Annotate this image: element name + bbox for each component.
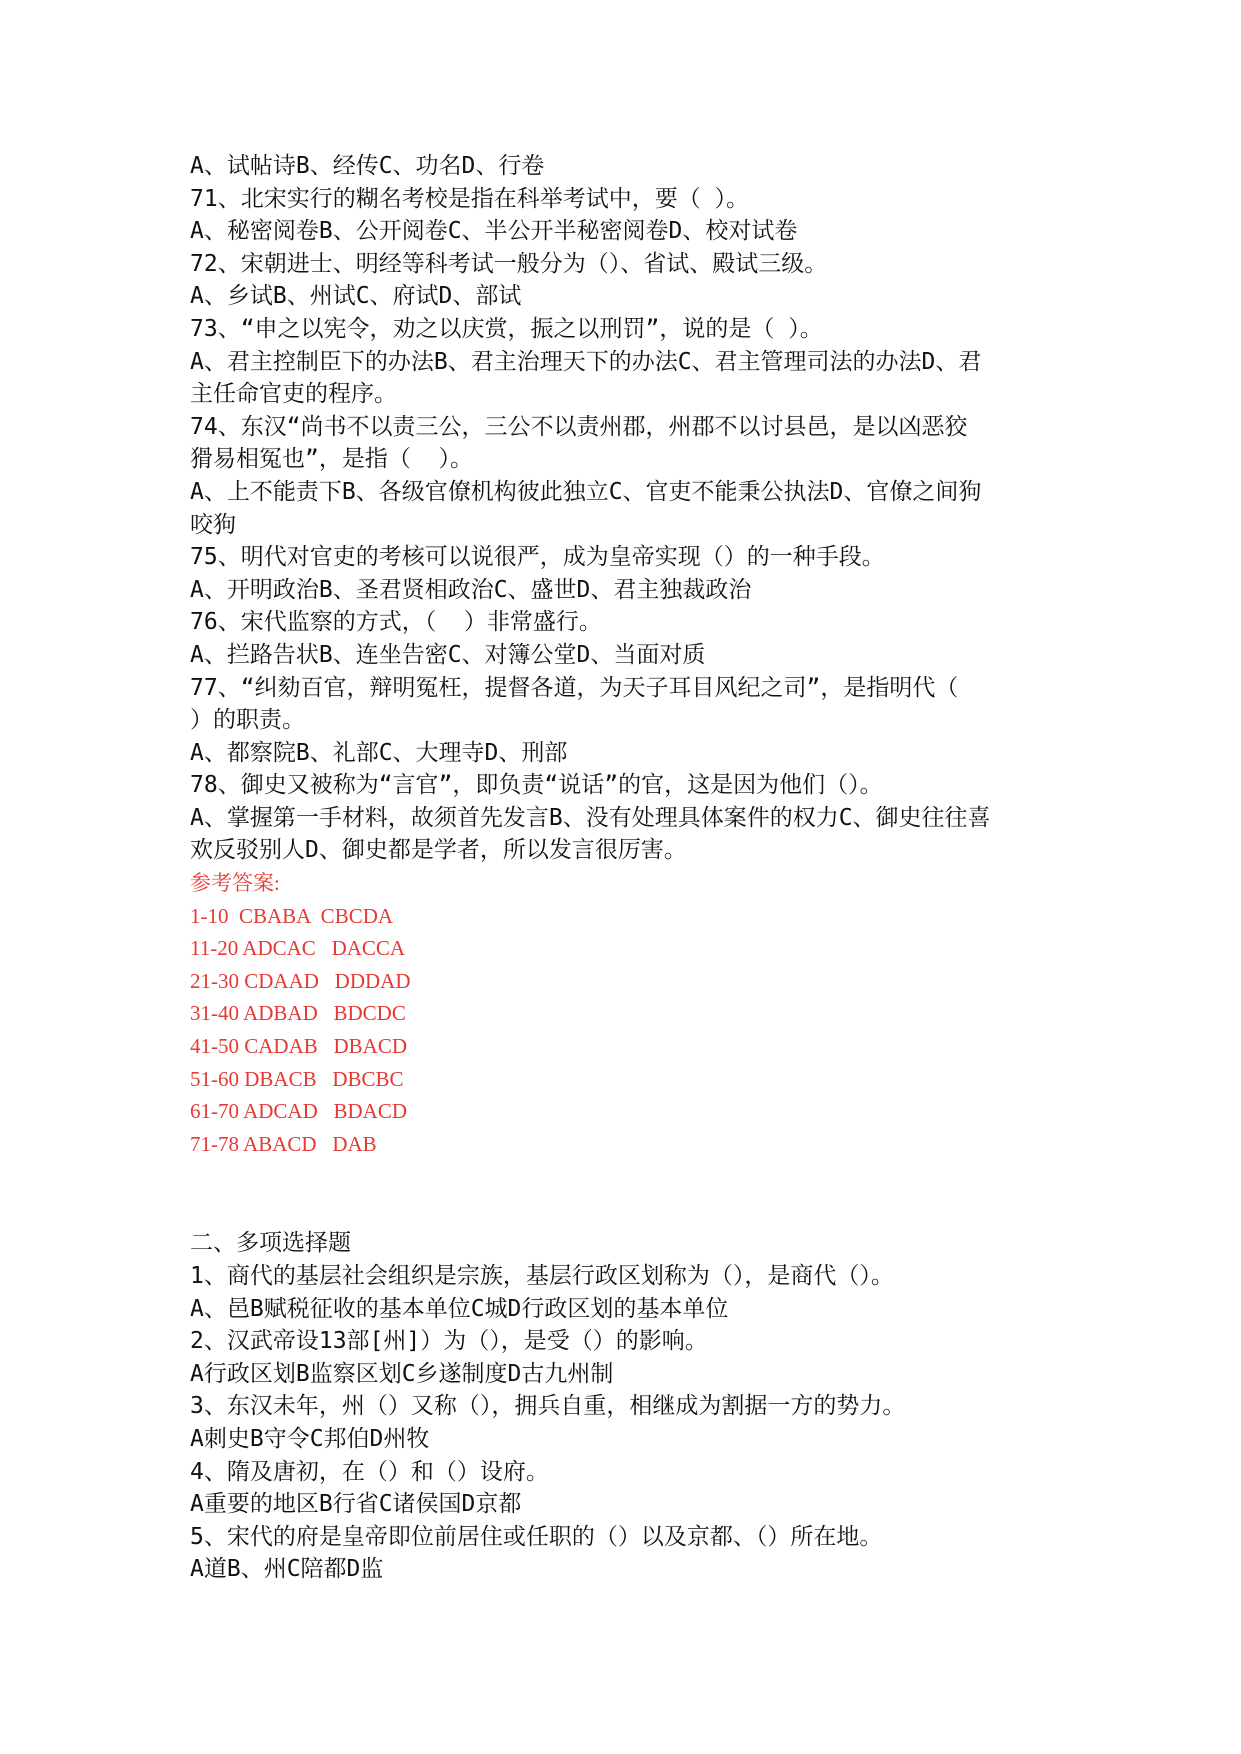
text-line: 主任命官吏的程序。 bbox=[190, 381, 397, 408]
text-line: A、乡试B、州试C、府试D、部试 bbox=[190, 283, 522, 310]
text-line: A、君主控制臣下的办法B、君主治理天下的办法C、君主管理司法的办法D、君 bbox=[190, 348, 982, 375]
multiple-choice-section bbox=[190, 1227, 1060, 1586]
text-line: 74、东汉“尚书不以责三公，三公不以责州郡，州郡不以讨县邑，是以凶恶狡 bbox=[190, 413, 968, 440]
text-line: 3、东汉未年，州（）又称（），拥兵自重，相继成为割据一方的势力。 bbox=[190, 1393, 906, 1420]
text-line: 欢反驳别人D、御史都是学者，所以发言很厉害。 bbox=[190, 837, 687, 864]
section-title: 二、多项选择题 bbox=[190, 1230, 351, 1257]
text-line: A行政区划B监察区划C乡遂制度D古九州制 bbox=[190, 1360, 614, 1387]
answer-line: 51-60 DBACB DBCBC bbox=[190, 1066, 404, 1091]
text-line: 72、宋朝进士、明经等科考试一般分为（）、省试、殿试三级。 bbox=[190, 250, 828, 277]
text-line: A、开明政治B、圣君贤相政治C、盛世D、君主独裁政治 bbox=[190, 576, 752, 603]
text-line: 78、御史又被称为“言官”，即负责“说话”的官，这是因为他们（）。 bbox=[190, 772, 883, 799]
text-line: A、上不能责下B、各级官僚机构彼此独立C、官吏不能秉公执法D、官僚之间狗 bbox=[190, 478, 982, 505]
text-line: A、掌握第一手材料，故须首先发言B、没有处理具体案件的权力C、御史往往喜 bbox=[190, 804, 991, 831]
text-line: 5、宋代的府是皇帝即位前居住或任职的（）以及京都、（）所在地。 bbox=[190, 1523, 883, 1550]
text-line: 4、隋及唐初，在（）和（）设府。 bbox=[190, 1458, 549, 1485]
section-spacer bbox=[190, 1160, 1060, 1227]
answer-line: 21-30 CDAAD DDDAD bbox=[190, 968, 411, 993]
answer-line: 31-40 ADBAD BDCDC bbox=[190, 1001, 406, 1026]
text-line: ）的职责。 bbox=[190, 707, 305, 734]
questions-part1 bbox=[190, 150, 1060, 867]
answer-key bbox=[190, 867, 1060, 1160]
text-line: A、都察院B、礼部C、大理寺D、刑部 bbox=[190, 739, 568, 766]
answer-line: 11-20 ADCAC DACCA bbox=[190, 936, 406, 961]
text-line: 77、“纠劾百官，辩明冤枉，提督各道，为天子耳目风纪之司”，是指明代（ bbox=[190, 674, 959, 701]
text-line: A、秘密阅卷B、公开阅卷C、半公开半秘密阅卷D、校对试卷 bbox=[190, 218, 798, 245]
text-line: 73、“申之以宪令，劝之以庆赏，振之以刑罚”，说的是（ ）。 bbox=[190, 315, 823, 342]
text-line: 71、北宋实行的糊名考校是指在科举考试中，要（ ）。 bbox=[190, 185, 750, 212]
text-line: A、试帖诗B、经传C、功名D、行卷 bbox=[190, 153, 545, 179]
text-line: 咬狗 bbox=[190, 511, 236, 538]
answer-key-title: 参考答案: bbox=[190, 871, 280, 896]
text-line: A道B、州C陪都D监 bbox=[190, 1556, 384, 1583]
answer-line: 1-10 CBABA CBCDA bbox=[190, 903, 394, 928]
answer-line: 61-70 ADCAD BDACD bbox=[190, 1099, 408, 1124]
text-line: 76、宋代监察的方式，（ ）非常盛行。 bbox=[190, 609, 602, 636]
answer-line: 41-50 CADAB DBACD bbox=[190, 1034, 408, 1059]
answer-line: 71-78 ABACD DAB bbox=[190, 1131, 377, 1156]
text-line: A重要的地区B行省C诸侯国D京都 bbox=[190, 1491, 522, 1518]
text-line: A、拦路告状B、连坐告密C、对簿公堂D、当面对质 bbox=[190, 641, 706, 668]
text-line: A、邑B赋税征收的基本单位C城D行政区划的基本单位 bbox=[190, 1295, 729, 1322]
text-line: 1、商代的基层社会组织是宗族，基层行政区划称为（），是商代（）。 bbox=[190, 1263, 894, 1289]
text-line: 75、明代对官吏的考核可以说很严，成为皇帝实现（）的一种手段。 bbox=[190, 544, 885, 571]
document-page bbox=[190, 150, 1060, 1586]
text-line: 猾易相冤也”，是指（ ）。 bbox=[190, 446, 474, 473]
text-line: 2、汉武帝设13部[州]）为（），是受（）的影响。 bbox=[190, 1328, 708, 1355]
text-line: A刺史B守令C邦伯D州牧 bbox=[190, 1425, 430, 1452]
